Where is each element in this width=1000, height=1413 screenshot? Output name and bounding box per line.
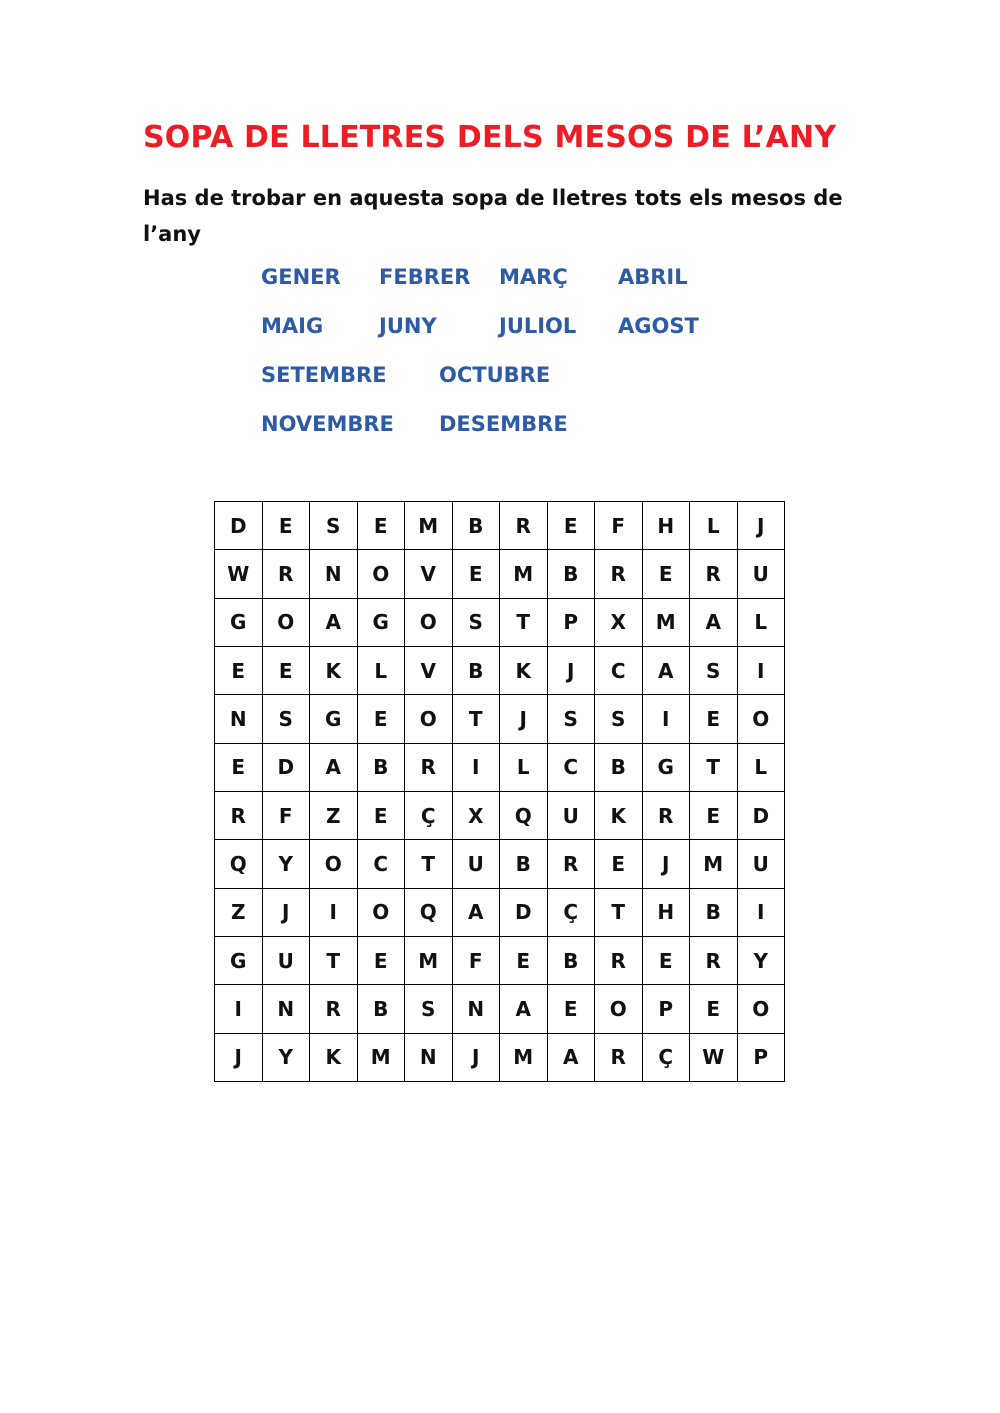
grid-cell[interactable]: X [452,791,500,839]
grid-cell[interactable]: R [595,936,643,984]
grid-cell[interactable]: W [215,550,263,598]
grid-cell[interactable]: R [595,550,643,598]
grid-cell[interactable]: Ç [547,888,595,936]
grid-cell[interactable]: S [595,695,643,743]
grid-cell[interactable]: I [452,743,500,791]
word-abril: ABRIL [618,265,688,289]
grid-cell[interactable]: G [642,743,690,791]
grid-cell[interactable]: N [262,985,310,1033]
word-maig: MAIG [261,314,324,338]
grid-cell[interactable]: Z [215,888,263,936]
word-novembre: NOVEMBRE [261,412,394,436]
grid-cell[interactable]: M [405,936,453,984]
grid-cell[interactable]: R [405,743,453,791]
grid-cell[interactable]: J [262,888,310,936]
grid-cell[interactable]: A [690,598,738,646]
grid-cell[interactable]: I [642,695,690,743]
grid-cell[interactable]: E [452,550,500,598]
grid-cell[interactable]: E [215,743,263,791]
grid-cell[interactable]: R [215,791,263,839]
grid-cell[interactable]: S [262,695,310,743]
grid-cell[interactable]: Y [737,936,785,984]
grid-cell[interactable]: X [595,598,643,646]
word-setembre: SETEMBRE [261,363,387,387]
grid-cell[interactable]: R [500,502,548,550]
grid-cell[interactable]: I [310,888,358,936]
grid-cell[interactable]: E [357,695,405,743]
page-title: SOPA DE LLETRES DELS MESOS DE L’ANY [143,120,837,155]
grid-cell[interactable]: K [595,791,643,839]
grid-cell[interactable]: Q [500,791,548,839]
grid-cell[interactable]: S [452,598,500,646]
grid-cell[interactable]: L [500,743,548,791]
grid-cell[interactable]: E [547,985,595,1033]
grid-cell[interactable]: B [452,502,500,550]
grid-cell[interactable]: E [547,502,595,550]
grid-cell[interactable]: O [737,985,785,1033]
grid-cell[interactable]: M [357,1033,405,1081]
grid-cell[interactable]: B [357,985,405,1033]
grid-cell[interactable]: E [357,936,405,984]
grid-cell[interactable]: D [215,502,263,550]
grid-cell[interactable]: B [547,550,595,598]
grid-cell[interactable]: R [690,550,738,598]
grid-cell[interactable]: J [500,695,548,743]
grid-cell[interactable]: E [642,936,690,984]
grid-cell[interactable]: Ç [642,1033,690,1081]
grid-cell[interactable]: Y [262,840,310,888]
grid-cell[interactable]: E [262,646,310,694]
grid-cell[interactable]: O [405,598,453,646]
grid-cell[interactable]: I [215,985,263,1033]
grid-cell[interactable]: P [547,598,595,646]
grid-cell[interactable]: R [310,985,358,1033]
grid-cell[interactable]: A [547,1033,595,1081]
grid-cell[interactable]: E [690,791,738,839]
word-juny: JUNY [379,314,437,338]
word-juliol: JULIOL [499,314,577,338]
grid-cell[interactable]: A [310,598,358,646]
grid-row [215,743,785,791]
grid-cell[interactable]: P [642,985,690,1033]
grid-cell[interactable]: N [215,695,263,743]
grid-cell[interactable]: E [215,646,263,694]
grid-cell[interactable]: B [690,888,738,936]
grid-cell[interactable]: C [357,840,405,888]
grid-cell[interactable]: S [547,695,595,743]
grid-row [215,840,785,888]
grid-cell[interactable]: E [357,791,405,839]
grid-cell[interactable]: G [310,695,358,743]
word-agost: AGOST [618,314,699,338]
grid-cell[interactable]: T [405,840,453,888]
grid-cell[interactable]: J [547,646,595,694]
instructions-text: Has de trobar en aquesta sopa de lletres tots els mesos de l’any [143,186,843,246]
word-octubre: OCTUBRE [439,363,551,387]
grid-cell[interactable]: D [262,743,310,791]
grid-cell[interactable]: U [547,791,595,839]
grid-cell[interactable]: B [357,743,405,791]
grid-cell[interactable]: Y [262,1033,310,1081]
grid-cell[interactable]: I [737,888,785,936]
grid-cell[interactable]: L [357,646,405,694]
grid-cell[interactable]: E [642,550,690,598]
grid-row [215,502,785,550]
grid-cell[interactable]: Q [215,840,263,888]
grid-cell[interactable]: T [310,936,358,984]
grid-cell[interactable]: F [262,791,310,839]
word-marc: MARÇ [499,265,568,289]
grid-cell[interactable]: B [547,936,595,984]
grid-cell[interactable]: O [737,695,785,743]
grid-cell[interactable]: F [595,502,643,550]
grid-cell[interactable]: L [737,598,785,646]
grid-cell[interactable]: B [595,743,643,791]
grid-cell[interactable]: R [642,791,690,839]
grid-cell[interactable]: W [690,1033,738,1081]
grid-cell[interactable]: B [452,646,500,694]
grid-row [215,791,785,839]
grid-cell[interactable]: P [737,1033,785,1081]
grid-cell[interactable]: O [310,840,358,888]
grid-cell[interactable]: A [310,743,358,791]
grid-cell[interactable]: D [737,791,785,839]
grid-cell[interactable]: J [452,1033,500,1081]
grid-cell[interactable]: D [500,888,548,936]
word-desembre: DESEMBRE [439,412,568,436]
grid-cell[interactable]: A [642,646,690,694]
grid-cell[interactable]: R [690,936,738,984]
grid-cell[interactable]: N [405,1033,453,1081]
grid-cell[interactable]: T [690,743,738,791]
grid-cell[interactable]: K [310,646,358,694]
grid-cell[interactable]: M [500,1033,548,1081]
grid-cell[interactable]: O [595,985,643,1033]
grid-cell[interactable]: G [357,598,405,646]
grid-cell[interactable]: Ç [405,791,453,839]
grid-cell[interactable]: J [737,502,785,550]
grid-row [215,550,785,598]
grid-row [215,1033,785,1081]
grid-cell[interactable]: N [452,985,500,1033]
grid-cell[interactable]: R [595,1033,643,1081]
grid-cell[interactable]: M [405,502,453,550]
grid-row [215,646,785,694]
grid-cell[interactable]: T [452,695,500,743]
grid-cell[interactable]: J [642,840,690,888]
grid-cell[interactable]: O [405,695,453,743]
grid-cell[interactable]: K [500,646,548,694]
grid-cell[interactable]: U [452,840,500,888]
grid-cell[interactable]: L [690,502,738,550]
grid-cell[interactable]: R [547,840,595,888]
grid-cell[interactable]: M [690,840,738,888]
grid-cell[interactable]: O [262,598,310,646]
grid-cell[interactable]: E [357,502,405,550]
grid-cell[interactable]: F [452,936,500,984]
grid-cell[interactable]: A [500,985,548,1033]
grid-cell[interactable]: M [642,598,690,646]
grid-cell[interactable]: S [310,502,358,550]
grid-cell[interactable]: E [262,502,310,550]
grid-cell[interactable]: H [642,502,690,550]
grid-cell[interactable]: C [595,646,643,694]
word-gener: GENER [261,265,341,289]
word-febrer: FEBRER [379,265,471,289]
grid-cell[interactable]: E [690,695,738,743]
grid-cell[interactable]: R [262,550,310,598]
grid-cell[interactable]: Z [310,791,358,839]
word-search-grid [214,501,785,1082]
grid-cell[interactable]: U [737,840,785,888]
grid-row [215,936,785,984]
grid-cell[interactable]: V [405,550,453,598]
grid-cell[interactable]: B [500,840,548,888]
grid-row [215,598,785,646]
grid-cell[interactable]: O [357,550,405,598]
grid-cell[interactable]: K [310,1033,358,1081]
grid-cell[interactable]: T [500,598,548,646]
grid-cell[interactable]: G [215,936,263,984]
grid-cell[interactable]: T [595,888,643,936]
grid-row [215,888,785,936]
grid-row [215,985,785,1033]
grid-cell[interactable]: S [690,646,738,694]
grid-cell[interactable]: A [452,888,500,936]
grid-cell[interactable]: L [737,743,785,791]
grid-cell[interactable]: M [500,550,548,598]
grid-cell[interactable]: E [595,840,643,888]
grid-cell[interactable]: E [690,985,738,1033]
grid-cell[interactable]: H [642,888,690,936]
grid-cell[interactable]: Q [405,888,453,936]
grid-cell[interactable]: S [405,985,453,1033]
grid-cell[interactable]: U [737,550,785,598]
grid-cell[interactable]: J [215,1033,263,1081]
grid-cell[interactable]: O [357,888,405,936]
grid-row [215,695,785,743]
grid-cell[interactable]: U [262,936,310,984]
grid-cell[interactable]: E [500,936,548,984]
grid-cell[interactable]: N [310,550,358,598]
grid-cell[interactable]: G [215,598,263,646]
grid-cell[interactable]: I [737,646,785,694]
grid-cell[interactable]: V [405,646,453,694]
grid-cell[interactable]: C [547,743,595,791]
